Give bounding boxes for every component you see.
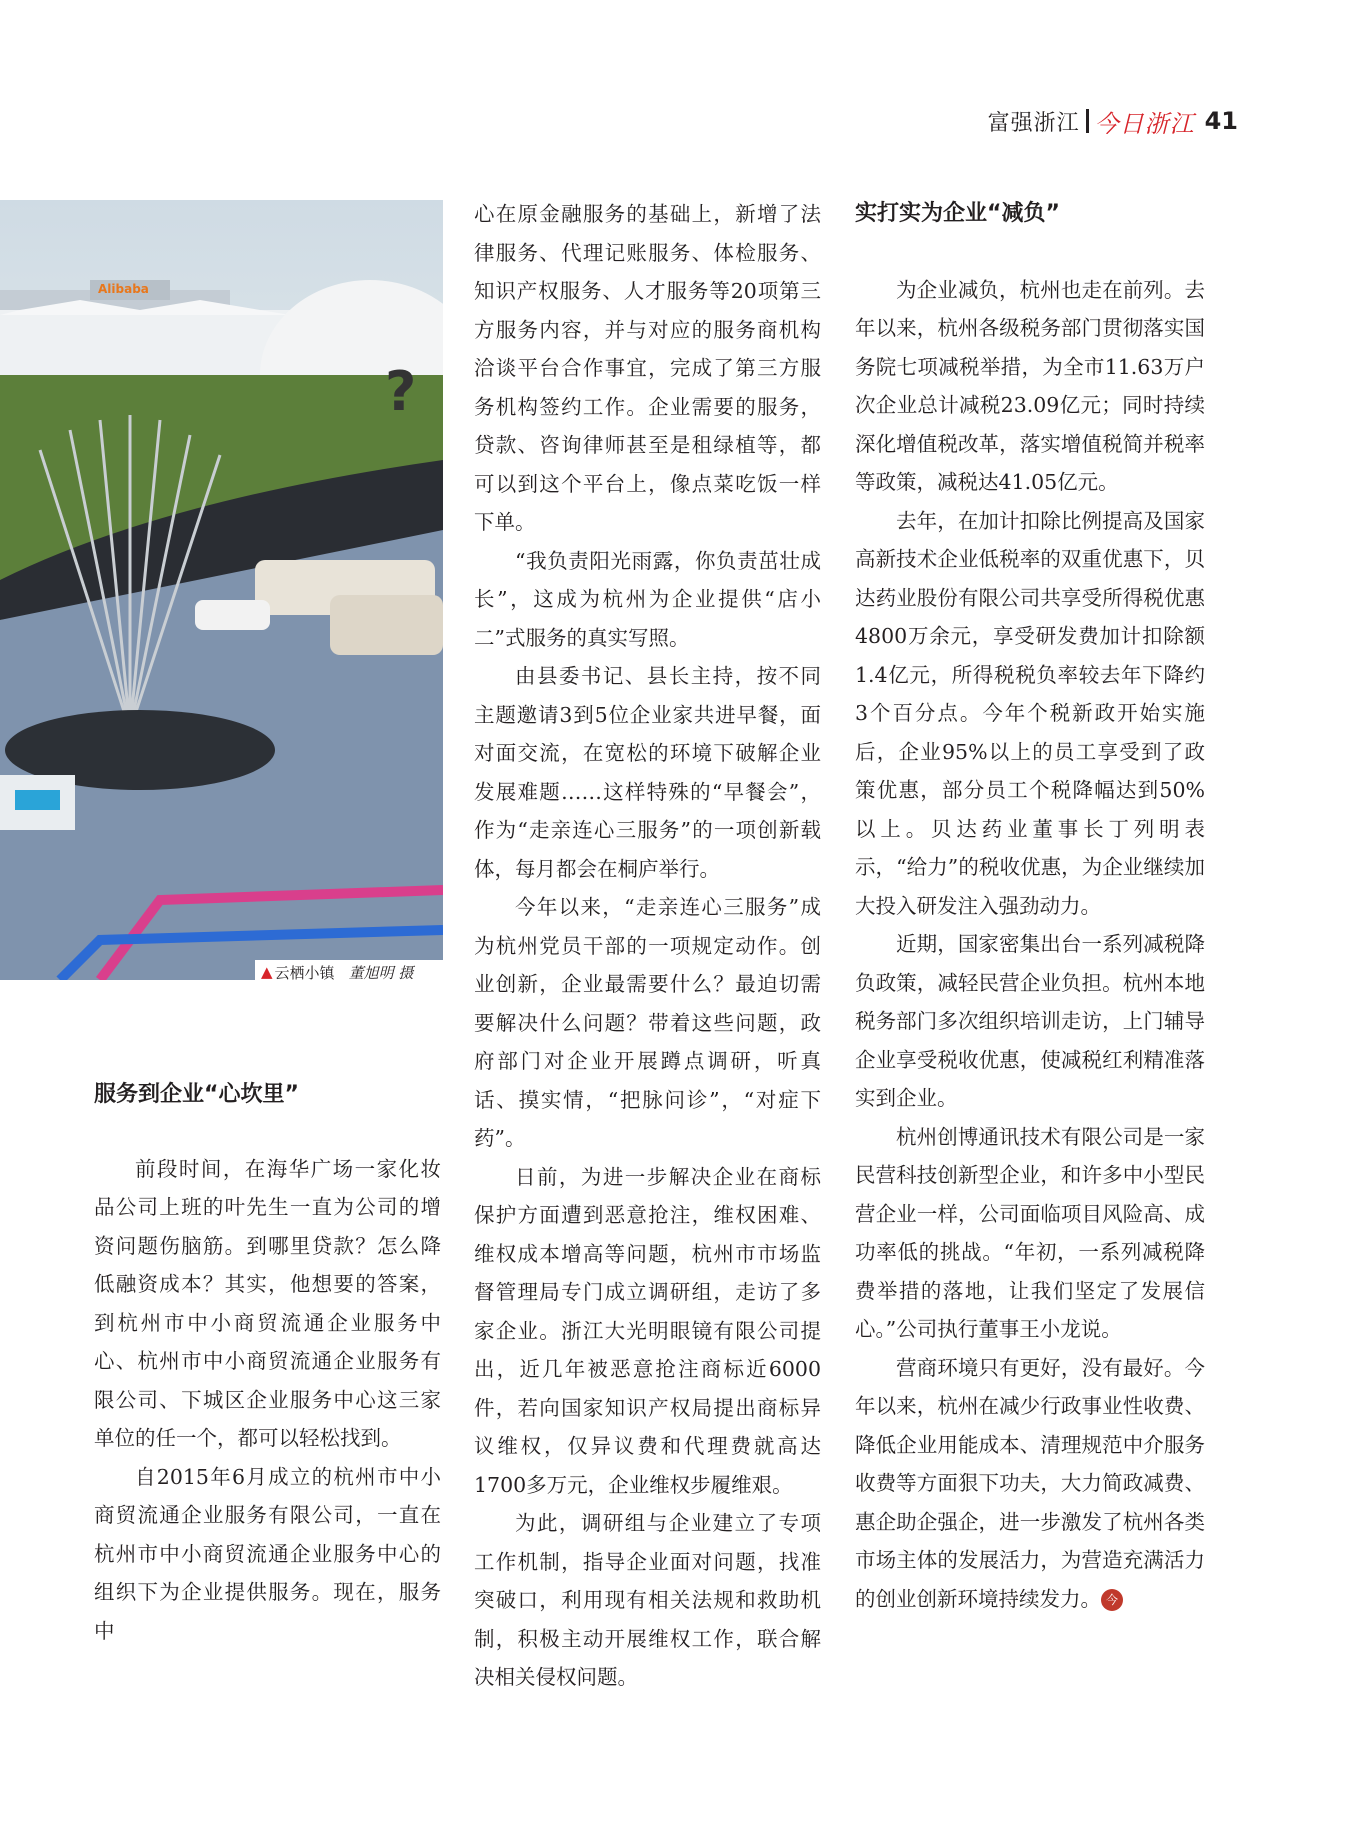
end-mark-icon: 今 [1101, 1589, 1123, 1611]
paragraph: 去年，在加计扣除比例提高及国家高新技术企业低税率的双重优惠下，贝达药业股份有限公司共享受所得税优惠4800万余元，享受研发费加计扣除额1.4亿元，所得税税负率较去年下降约3个百分点。今年个税新政开始实施后，企业95%以上的员工享受到了政策优惠，部分员工个税降幅达到50%以上。贝达药业董事长丁列明表示，“给力”的税收优惠，为企业继续加大投入研发注入强劲动力。 [855, 508, 1205, 918]
paragraph: “我负责阳光雨露，你负责茁壮成长”，这成为杭州为企业提供“店小二”式服务的真实写照。 [474, 548, 821, 650]
alibaba-sign: Alibaba [98, 282, 149, 296]
photo-yunqi-town [0, 200, 443, 980]
paragraph: 杭州创博通讯技术有限公司是一家民营科技创新型企业，和许多中小型民营企业一样，公司面临项目风险高、成功率低的挑战。“年初，一系列减税降费举措的落地，让我们坚定了发展信心。”公司执行董事王小龙说。 [855, 1124, 1205, 1341]
header-divider [1086, 109, 1089, 133]
paragraph [855, 1349, 1205, 1619]
column-1 [94, 1076, 441, 1650]
photo-illustration [0, 200, 443, 980]
paragraph: 自2015年6月成立的杭州市中小商贸流通企业服务有限公司，一直在杭州市中小商贸流通企业服务中心的组织下为企业提供服务。现在，服务中 [94, 1464, 441, 1643]
paragraph: 日前，为进一步解决企业在商标保护方面遭到恶意抢注，维权困难、维权成本增高等问题，杭州市市场监督管理局专门成立调研组，走访了多家企业。浙江大光明眼镜有限公司提出，近几年被恶意抢注商标近6000件，若向国家知识产权局提出商标异议维权，仅异议费和代理费就高达1700多万元，企业维权步履维艰。 [474, 1164, 821, 1497]
column-2 [474, 195, 821, 1697]
photo-credit: 董旭明 摄 [348, 963, 414, 982]
page-number: 41 [1204, 107, 1238, 135]
section-heading-tax-relief: 实打实为企业“减负” [855, 201, 1060, 226]
paragraph: 为企业减负，杭州也走在前列。去年以来，杭州各级税务部门贯彻落实国务院七项减税举措，为全市11.63万户次企业总计减税23.09亿元；同时持续深化增值税改革，落实增值税简并税率等政策，减税达41.05亿元。 [855, 277, 1205, 494]
paragraph: 为此，调研组与企业建立了专项工作机制，指导企业面对问题，找准突破口，利用现有相关法规和救助机制，积极主动开展维权工作，联合解决相关侵权问题。 [474, 1511, 821, 1689]
magazine-logo: 今日浙江 [1094, 109, 1195, 138]
paragraph-text: 营商环境只有更好，没有最好。今年以来，杭州在减少行政事业性收费、降低企业用能成本、清理规范中介服务收费等方面狠下功夫，大力简政减费、惠企助企强企，进一步激发了杭州各类市场主体的发展活力，为营造充满活力的创业创新环境持续发力。 [855, 1355, 1205, 1611]
column-3 [855, 195, 1205, 1618]
page-header [988, 104, 1238, 138]
paragraph: 由县委书记、县长主持，按不同主题邀请3到5位企业家共进早餐，面对面交流，在宽松的环境下破解企业发展难题……这样特殊的“早餐会”，作为“走亲连心三服务”的一项创新载体，每月都会在桐庐举行。 [474, 664, 821, 881]
section-heading-service: 服务到企业“心坎里” [94, 1082, 299, 1107]
svg-text:?: ? [385, 360, 417, 423]
paragraph: 心在原金融服务的基础上，新增了法律服务、代理记账服务、体检服务、知识产权服务、人才服务等20项第三方服务内容，并与对应的服务商机构洽谈平台合作事宜，完成了第三方服务机构签约工作。企业需要的服务，贷款、咨询律师甚至是租绿植等，都可以到这个平台上，像点菜吃饭一样下单。 [474, 202, 821, 534]
caption-triangle-icon: ▲ [261, 963, 273, 981]
caption-text: 云栖小镇 [274, 963, 335, 982]
paragraph: 前段时间，在海华广场一家化妆品公司上班的叶先生一直为公司的增资问题伤脑筋。到哪里贷款？怎么降低融资成本？其实，他想要的答案，到杭州市中小商贸流通企业服务中心、杭州市中小商贸流通企业服务有限公司、下城区企业服务中心这三家单位的任一个，都可以轻松找到。 [94, 1156, 441, 1450]
section-title: 富强浙江 [987, 110, 1080, 136]
paragraph: 今年以来，“走亲连心三服务”成为杭州党员干部的一项规定动作。创业创新，企业最需要什么？最迫切需要解决什么问题？带着这些问题，政府部门对企业开展蹲点调研，听真话、摸实情，“把脉问诊”，“对症下药”。 [474, 895, 821, 1150]
paragraph: 近期，国家密集出台一系列减税降负政策，减轻民营企业负担。杭州本地税务部门多次组织培训走访，上门辅导企业享受税收优惠，使减税红利精准落实到企业。 [855, 932, 1205, 1110]
photo-caption [255, 960, 443, 984]
